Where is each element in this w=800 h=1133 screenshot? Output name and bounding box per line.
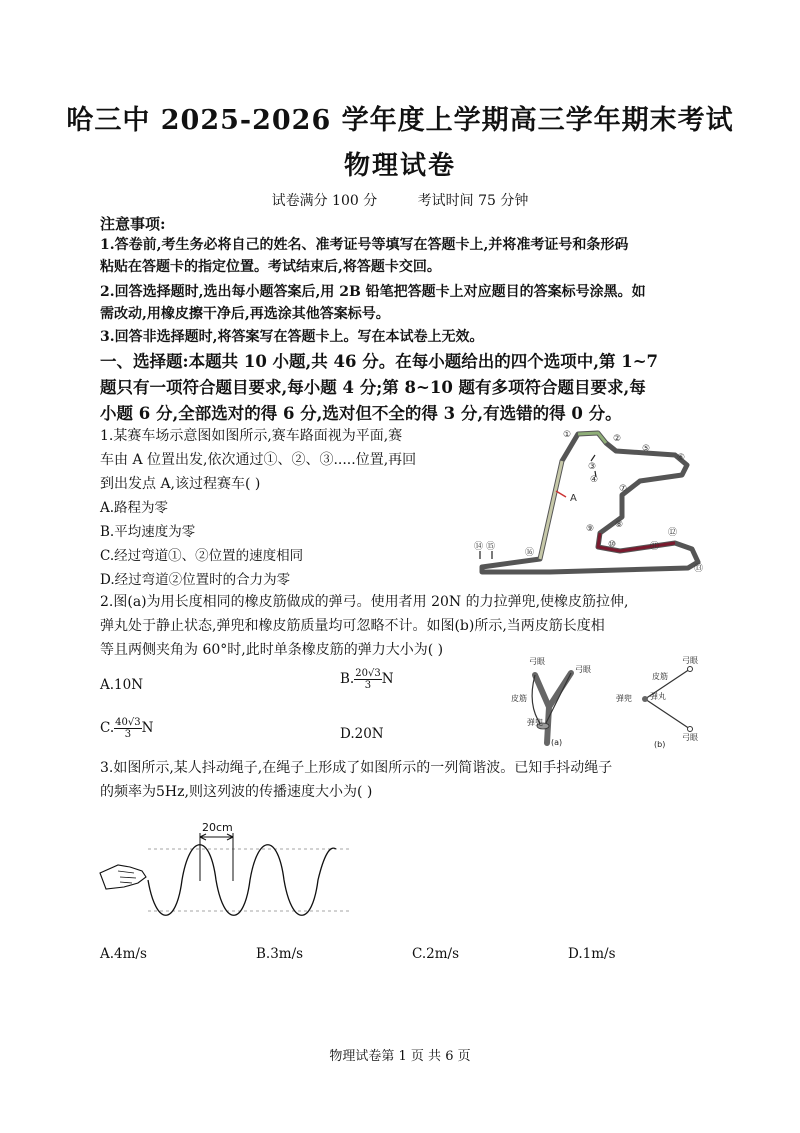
time-limit: 考试时间 75 分钟 — [417, 193, 529, 209]
hand-icon — [100, 865, 146, 889]
q2-stem — [100, 590, 705, 662]
q2-option-b-num: 20√3 — [355, 668, 381, 679]
fig-b-pouch-label: 弹兜 — [616, 694, 632, 703]
track-label-13: ⑬ — [694, 564, 704, 574]
track-label-8: ⑧ — [615, 520, 624, 530]
track-label-4: ④ — [590, 475, 599, 485]
q3-option-d: D.1m/s — [568, 946, 616, 962]
wave-figure — [98, 815, 358, 925]
q1-line: 1.某赛车场示意图如图所示,赛车路面视为平面,赛 — [100, 428, 403, 444]
q3-option-b: B.3m/s — [256, 946, 304, 962]
section-heading: 题只有一项符合题目要求,每小题 4 分;第 8~10 题有多项符合题目要求,每 — [100, 378, 646, 397]
track-label-15: ⑮ — [486, 542, 496, 552]
exam-title: 哈三中 2025-2026 学年度上学期高三学年期末考试 — [66, 105, 734, 136]
eye-bottom — [688, 727, 693, 732]
note-line: 2.回答选择题时,选出每小题答案后,用 2B 铅笔把答题卡上对应题目的答案标号涂黑。如 — [100, 284, 646, 300]
track-label-16: ⑯ — [525, 548, 535, 558]
note-line: 3.回答非选择题时,将答案写在答题卡上。写在本试卷上无效。 — [100, 329, 484, 345]
fig-a-caption: (a) — [551, 738, 563, 747]
track-start-straight — [540, 461, 562, 559]
q3-line: 3.如图所示,某人抖动绳子,在绳子上形成了如图所示的一列简谐波。已知手抖动绳子 — [100, 760, 613, 776]
q2-option-c-num: 40√3 — [115, 717, 141, 728]
turn-arrow-icon — [480, 455, 599, 559]
note-line: 1.答卷前,考生务必将自己的姓名、准考证号等填写在答题卡上,并将准考证号和条形码 — [100, 237, 629, 253]
q3-line: 的频率为5Hz,则这列波的传播速度大小为( ) — [100, 784, 373, 800]
note-line: 需改动,用橡皮擦干净后,再选涂其他答案标号。 — [100, 306, 390, 322]
q2-option-c-fraction — [114, 717, 141, 740]
wave-length-label: 20cm — [202, 821, 233, 834]
q2-option-c-den: 3 — [124, 729, 132, 740]
track-label-10: ⑩ — [608, 540, 617, 550]
q3-option-c: C.2m/s — [412, 946, 460, 962]
q2-line: 弹丸处于静止状态,弹兜和橡皮筋质量均可忽略不计。如图(b)所示,当两皮筋长度相 — [100, 618, 605, 634]
subject-title: 物理试卷 — [343, 151, 456, 181]
q2-option-d: D.20N — [340, 726, 384, 742]
q2-option-b — [340, 667, 394, 691]
q2-option-b-unit: N — [381, 671, 394, 687]
track-start-label: A — [570, 493, 577, 504]
track-label-3: ③ — [588, 462, 597, 472]
track-label-7: ⑦ — [619, 484, 628, 494]
q1-option-c: C.经过弯道①、②位置的速度相同 — [100, 548, 304, 564]
fig-a-eye-left: 弓眼 — [529, 657, 545, 666]
fig-a-pouch-label: 弹兜 — [527, 718, 543, 727]
note-line: 粘贴在答题卡的指定位置。考试结束后,将答题卡交回。 — [100, 259, 441, 275]
q2-option-b-den: 3 — [364, 680, 372, 691]
track-path — [482, 433, 698, 572]
q1-line: 车由 A 位置出发,依次通过①、②、③.....位置,再回 — [100, 452, 417, 468]
q1-line: 到出发点 A,该过程赛车( ) — [100, 476, 261, 492]
track-label-11: ⑪ — [650, 542, 660, 552]
section-heading: 小题 6 分,全部选对的得 6 分,选对但不全的得 3 分,有选错的得 0 分。 — [100, 404, 622, 423]
q2-option-c-prefix: C. — [100, 720, 115, 736]
fig-b-eye-top: 弓眼 — [682, 656, 698, 665]
measure-arrow-icon — [200, 834, 233, 840]
slingshot-figure-b — [610, 655, 710, 750]
track-label-12: ⑫ — [668, 528, 678, 538]
fig-a-band-label: 皮筋 — [511, 694, 527, 703]
page-footer: 物理试卷第 1 页 共 6 页 — [329, 1049, 471, 1064]
q3-option-a: A.4m/s — [100, 946, 147, 962]
q2-option-c — [100, 716, 153, 740]
pellet — [642, 696, 648, 702]
fig-b-eye-bottom: 弓眼 — [682, 733, 698, 742]
start-arrow-icon — [556, 491, 566, 497]
fig-b-ball-label: 弹丸 — [650, 692, 666, 701]
q3-stem — [100, 756, 705, 804]
section-heading: 一、选择题:本题共 10 小题,共 46 分。在每小题给出的四个选项中,第 1~7 — [100, 352, 659, 371]
track-label-1: ① — [563, 430, 572, 440]
q1-option-d: D.经过弯道②位置时的合力为零 — [100, 572, 291, 588]
track-label-5: ⑤ — [642, 444, 651, 454]
q1-stem — [100, 424, 480, 592]
track-label-2: ② — [613, 434, 622, 444]
q2-option-b-fraction — [354, 668, 381, 691]
exam-meta — [0, 190, 800, 210]
track-label-14: ⑭ — [474, 542, 484, 552]
q2-option-b-prefix: B. — [340, 671, 355, 687]
q1-option-a: A.路程为零 — [100, 500, 169, 516]
fig-b-band-label: 皮筋 — [652, 672, 668, 681]
q1-option-b: B.平均速度为零 — [100, 524, 196, 540]
wave-curve — [148, 845, 336, 916]
q2-line: 2.图(a)为用长度相同的橡皮筋做成的弹弓。使用者用 20N 的力拉弹兜,使橡皮筋拉伸, — [100, 594, 629, 610]
q2-line: 等且两侧夹角为 60°时,此时单条橡皮筋的弹力大小为( ) — [100, 642, 444, 658]
fig-a-eye-right: 弓眼 — [575, 665, 591, 674]
full-score: 试卷满分 100 分 — [271, 193, 378, 209]
eye-top — [688, 667, 693, 672]
notes-heading: 注意事项: — [100, 215, 166, 233]
race-track-figure — [470, 425, 715, 585]
fig-b-caption: (b) — [654, 740, 666, 749]
q2-option-a: A.10N — [100, 677, 144, 693]
slingshot-figure-a — [505, 655, 605, 750]
track-label-6: ⑥ — [677, 453, 686, 463]
track-label-9: ⑨ — [586, 524, 595, 534]
q2-option-c-unit: N — [141, 720, 154, 736]
